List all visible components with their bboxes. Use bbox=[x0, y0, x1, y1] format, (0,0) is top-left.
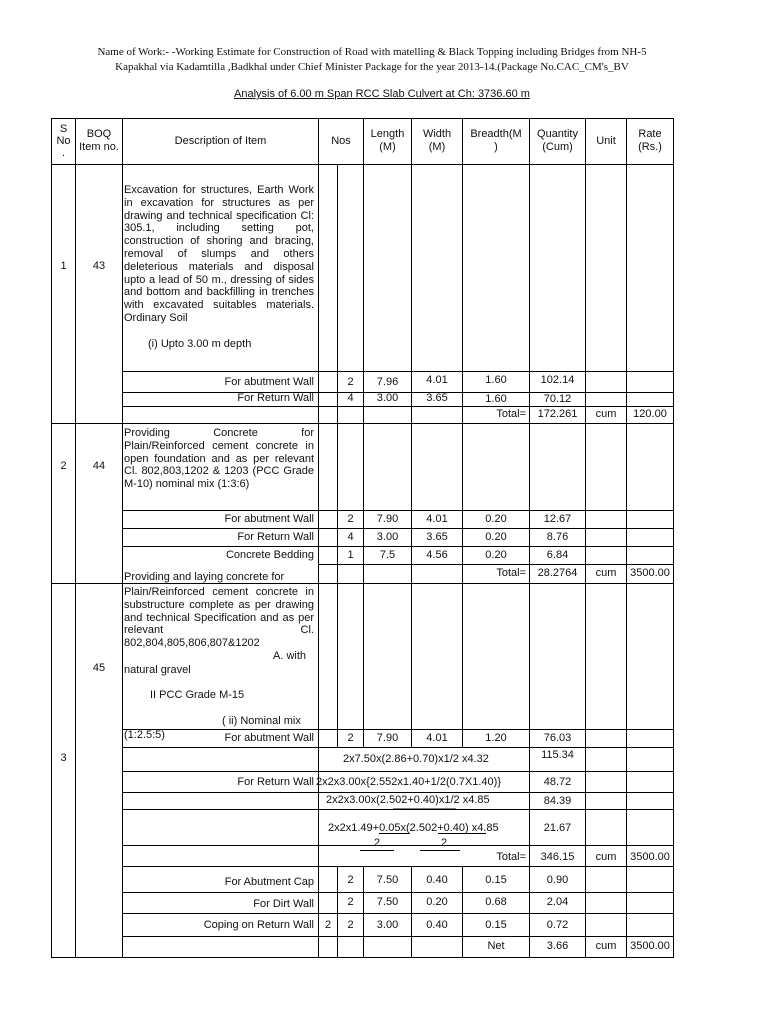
header-sno: S No . bbox=[56, 123, 71, 159]
item3-coping-width: 0.40 bbox=[426, 919, 448, 931]
item3-dirt-nos: 2 bbox=[347, 896, 354, 908]
item3-net: 3.66 bbox=[546, 940, 569, 952]
item3-abut-label: For abutment Wall bbox=[224, 732, 314, 744]
analysis-title: Analysis of 6.00 m Span RCC Slab Culvert at Ch: 3736.60 m bbox=[234, 88, 530, 100]
item3-coping-multiplier: 2 bbox=[324, 919, 332, 931]
item1-description: Excavation for structures, Earth Work in excavation for structures as per drawing and technical specification Cl: 305.1, including setting pot, construction of shoring and bracing, removal of slumps and others deleterious materials and disposal upto a lead of 50 m., dressing of sides and bottom and backfilling in trenches with excavated suitables materials. Ordinary Soil bbox=[124, 184, 314, 324]
item3-formula-2: 2x2x3.00x{2.552x1.40+1/2(0.7X1.40)} bbox=[316, 776, 502, 788]
item3-desc-gravel: natural gravel bbox=[124, 664, 191, 676]
work-name-line-2: Kapakhal via Kadamtilla ,Badkhal under Chief Minister Package for the year 2013-14.(Package No.CAC_CM's_BV bbox=[115, 61, 629, 73]
item3-coping-breadth: 0.15 bbox=[485, 919, 507, 931]
item2-row1-quantity: 12.67 bbox=[543, 513, 572, 525]
item3-coping-nos: 2 bbox=[347, 919, 354, 931]
item2-row3-nos: 1 bbox=[347, 549, 354, 561]
item3-mix-1: ( ii) Nominal mix bbox=[222, 715, 301, 727]
item1-unit: cum bbox=[595, 408, 617, 420]
item3-abut-quantity: 76.03 bbox=[543, 732, 572, 744]
item3-net-unit: cum bbox=[595, 940, 617, 952]
item3-formula-1: 2x7.50x(2.86+0.70)x1/2 x4.32 bbox=[343, 753, 489, 765]
item2-row3-label: Concrete Bedding bbox=[225, 549, 314, 561]
item3-cap-nos: 2 bbox=[347, 874, 354, 886]
item1-total-label: Total= bbox=[496, 408, 526, 420]
header-breadth: Breadth(M ) bbox=[470, 128, 522, 153]
item3-net-rate: 3500.00 bbox=[630, 940, 670, 952]
item3-cap-label: For Abutment Cap bbox=[224, 876, 314, 888]
item3-dirt-label: For Dirt Wall bbox=[253, 898, 314, 910]
item3-boq: 45 bbox=[92, 662, 106, 674]
item3-dirt-breadth: 0.68 bbox=[485, 896, 507, 908]
item3-sno: 3 bbox=[60, 752, 67, 764]
item1-row2-breadth: 1.60 bbox=[485, 393, 507, 405]
header-rate: Rate (Rs.) bbox=[638, 128, 662, 153]
item3-return-label: For Return Wall bbox=[237, 776, 314, 788]
header-description: Description of Item bbox=[174, 135, 267, 147]
item3-formula-4: 2x2x1.49+0.05x(2.502+0.40) x4.85 bbox=[328, 822, 499, 834]
item2-row1-breadth: 0.20 bbox=[485, 513, 507, 525]
item3-coping-quantity: 0.72 bbox=[546, 919, 569, 931]
item2-description: Providing Concrete for Plain/Reinforced cement concrete in open foundation and as per relevant Cl. 802,803,1202 & 1203 (PCC Grade M-10) nominal mix (1:3:6) bbox=[124, 427, 314, 491]
item2-row2-length: 3.00 bbox=[376, 531, 399, 543]
item2-row2-label: For Return Wall bbox=[237, 531, 314, 543]
item1-row1-nos: 2 bbox=[347, 376, 354, 388]
work-name-line-1: Name of Work:- -Working Estimate for Construction of Road with matelling & Black Topping including Bridges from NH-5 bbox=[97, 46, 647, 58]
item2-total-label: Total= bbox=[496, 567, 526, 579]
item3-cap-width: 0.40 bbox=[426, 874, 448, 886]
header-length: Length (M) bbox=[370, 128, 405, 153]
item3-formula-4-denominator-1: 2 bbox=[374, 837, 381, 849]
item2-row3-breadth: 0.20 bbox=[485, 549, 507, 561]
item3-total-label: Total= bbox=[496, 851, 526, 863]
item3-abut-breadth: 1.20 bbox=[485, 732, 507, 744]
item3-formula-4-denominator-2: 2 bbox=[441, 837, 448, 849]
item3-dirt-length: 7.50 bbox=[376, 896, 399, 908]
item3-cap-quantity: 0.90 bbox=[546, 874, 569, 886]
item2-row1-length: 7.90 bbox=[376, 513, 399, 525]
header-quantity: Quantity (Cum) bbox=[537, 128, 578, 153]
item1-row1-label: For abutment Wall bbox=[224, 376, 314, 388]
header-boq: BOQ Item no. bbox=[79, 128, 119, 153]
item1-row1-breadth: 1.60 bbox=[485, 374, 507, 386]
item1-row2-width: 3.65 bbox=[426, 392, 448, 404]
item3-description: Plain/Reinforced cement concrete in substructure complete as per drawing and technical Specification and as per relevant Cl. 802,804,805,806,807&1202 bbox=[124, 586, 314, 650]
item2-row1-label: For abutment Wall bbox=[224, 513, 314, 525]
item3-coping-length: 3.00 bbox=[376, 919, 399, 931]
item3-rate: 3500.00 bbox=[630, 851, 670, 863]
item3-abut-nos: 2 bbox=[347, 732, 354, 744]
item3-grade: II PCC Grade M-15 bbox=[150, 689, 245, 701]
item2-row2-breadth: 0.20 bbox=[485, 531, 507, 543]
item3-cap-length: 7.50 bbox=[376, 874, 399, 886]
item3-coping-label: Coping on Return Wall bbox=[203, 919, 314, 931]
item2-unit: cum bbox=[595, 567, 617, 579]
item1-boq: 43 bbox=[92, 260, 106, 272]
header-width: Width (M) bbox=[422, 128, 452, 153]
item3-cap-breadth: 0.15 bbox=[485, 874, 507, 886]
item2-row1-width: 4.01 bbox=[426, 513, 448, 525]
item3-formula-2-qty: 48.72 bbox=[543, 776, 572, 788]
item3-formula-1-qty: 115.34 bbox=[541, 749, 574, 761]
item3-abut-length: 7.90 bbox=[376, 732, 399, 744]
item1-row2-quantity: 70.12 bbox=[543, 393, 572, 405]
item3-dirt-width: 0.20 bbox=[426, 896, 448, 908]
item2-total: 28.2764 bbox=[537, 567, 578, 579]
item2-row3-length: 7.5 bbox=[379, 549, 396, 561]
item1-row1-width: 4.01 bbox=[426, 374, 448, 386]
header-unit: Unit bbox=[596, 135, 616, 147]
item2-sno: 2 bbox=[60, 460, 67, 472]
item3-desc-a: A. with bbox=[273, 650, 307, 662]
item2-row3-quantity: 6.84 bbox=[546, 549, 569, 561]
item2-row1-nos: 2 bbox=[347, 513, 354, 525]
item3-total: 346.15 bbox=[540, 851, 575, 863]
item1-row2-nos: 4 bbox=[347, 392, 354, 404]
item2-row2-quantity: 8.76 bbox=[546, 531, 569, 543]
item1-row2-length: 3.00 bbox=[376, 392, 399, 404]
item3-unit: cum bbox=[595, 851, 617, 863]
item3-net-label: Net bbox=[487, 940, 505, 952]
item1-row1-length: 7.96 bbox=[376, 376, 399, 388]
item1-row2-label: For Return Wall bbox=[237, 392, 314, 404]
item2-row3-width: 4.56 bbox=[426, 549, 448, 561]
item3-description-first-line: Providing and laying concrete for bbox=[124, 571, 285, 583]
item1-sno: 1 bbox=[60, 260, 67, 272]
item2-rate: 3500.00 bbox=[630, 567, 670, 579]
item1-rate: 120.00 bbox=[633, 408, 667, 420]
item3-abut-width: 4.01 bbox=[426, 732, 448, 744]
item2-boq: 44 bbox=[92, 460, 106, 472]
item3-formula-3: 2x2x3.00x(2.502+0.40)x1/2 x4.85 bbox=[326, 794, 490, 806]
item1-total: 172.261 bbox=[537, 408, 578, 420]
item1-subitem: (i) Upto 3.00 m depth bbox=[148, 338, 252, 350]
header-nos: Nos bbox=[331, 135, 351, 147]
item1-row1-quantity: 102.14 bbox=[540, 374, 575, 386]
item2-row2-width: 3.65 bbox=[426, 531, 448, 543]
item2-row2-nos: 4 bbox=[347, 531, 354, 543]
item3-formula-4-qty: 21.67 bbox=[543, 822, 572, 834]
item3-dirt-quantity: 2.04 bbox=[546, 896, 569, 908]
item3-formula-3-qty: 84.39 bbox=[543, 795, 572, 807]
item3-mix-2: (1:2.5:5) bbox=[124, 729, 165, 741]
